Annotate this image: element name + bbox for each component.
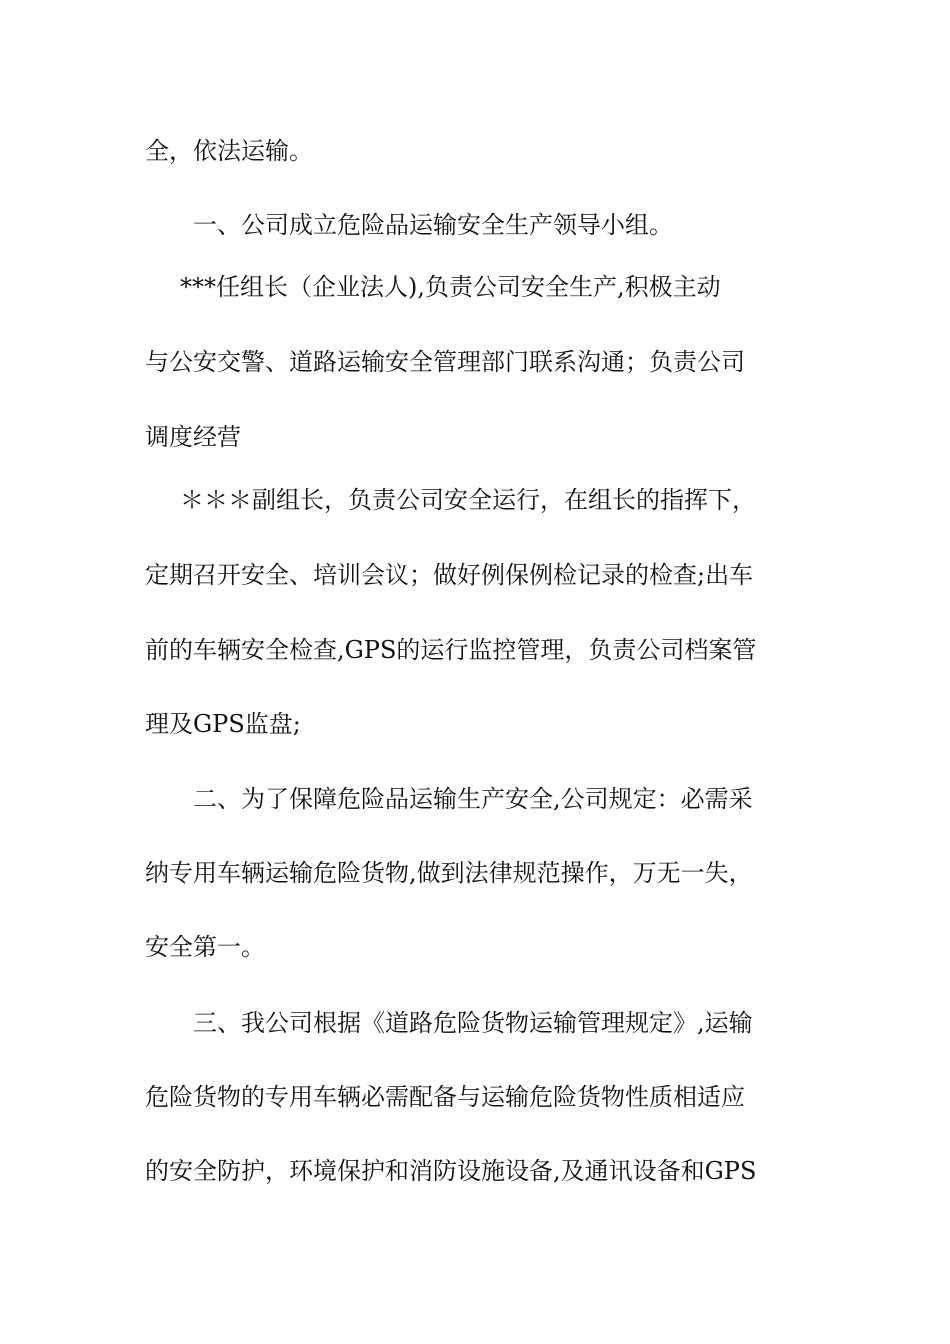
section-heading-3: 三、我公司根据《道路危险货物运输管理规定》,运输 [193,1009,753,1037]
text-line: 纳专用车辆运输危险货物,做到法律规范操作，万无一失， [145,859,753,887]
text-line: 危险货物的专用车辆必需配备与运输危险货物性质相适应 [145,1083,745,1111]
text-line: 全，依法运输。 [145,137,313,165]
text-line: 理及GPS监盘; [145,710,301,738]
text-line: ***任组长（企业法人),负责公司安全生产,积极主动 [180,273,721,301]
text-line: 安全第一。 [145,933,265,961]
text-line: 与公安交警、道路运输安全管理部门联系沟通；负责公司 [145,348,745,376]
text-line: 的安全防护，环境保护和消防设施设备,及通讯设备和GPS [145,1157,757,1185]
text-line: 调度经营 [145,423,241,451]
text-line: 前的车辆安全检查,GPS的运行监控管理，负责公司档案管 [145,636,757,664]
section-heading-2: 二、为了保障危险品运输生产安全,公司规定：必需采 [193,785,753,813]
text-line: ＊＊＊副组长，负责公司安全运行，在组长的指挥下， [180,486,756,514]
text-line: 定期召开安全、培训会议；做好例保例检记录的检查;出车 [145,561,754,589]
section-heading-1: 一、公司成立危险品运输安全生产领导小组。 [193,211,673,239]
